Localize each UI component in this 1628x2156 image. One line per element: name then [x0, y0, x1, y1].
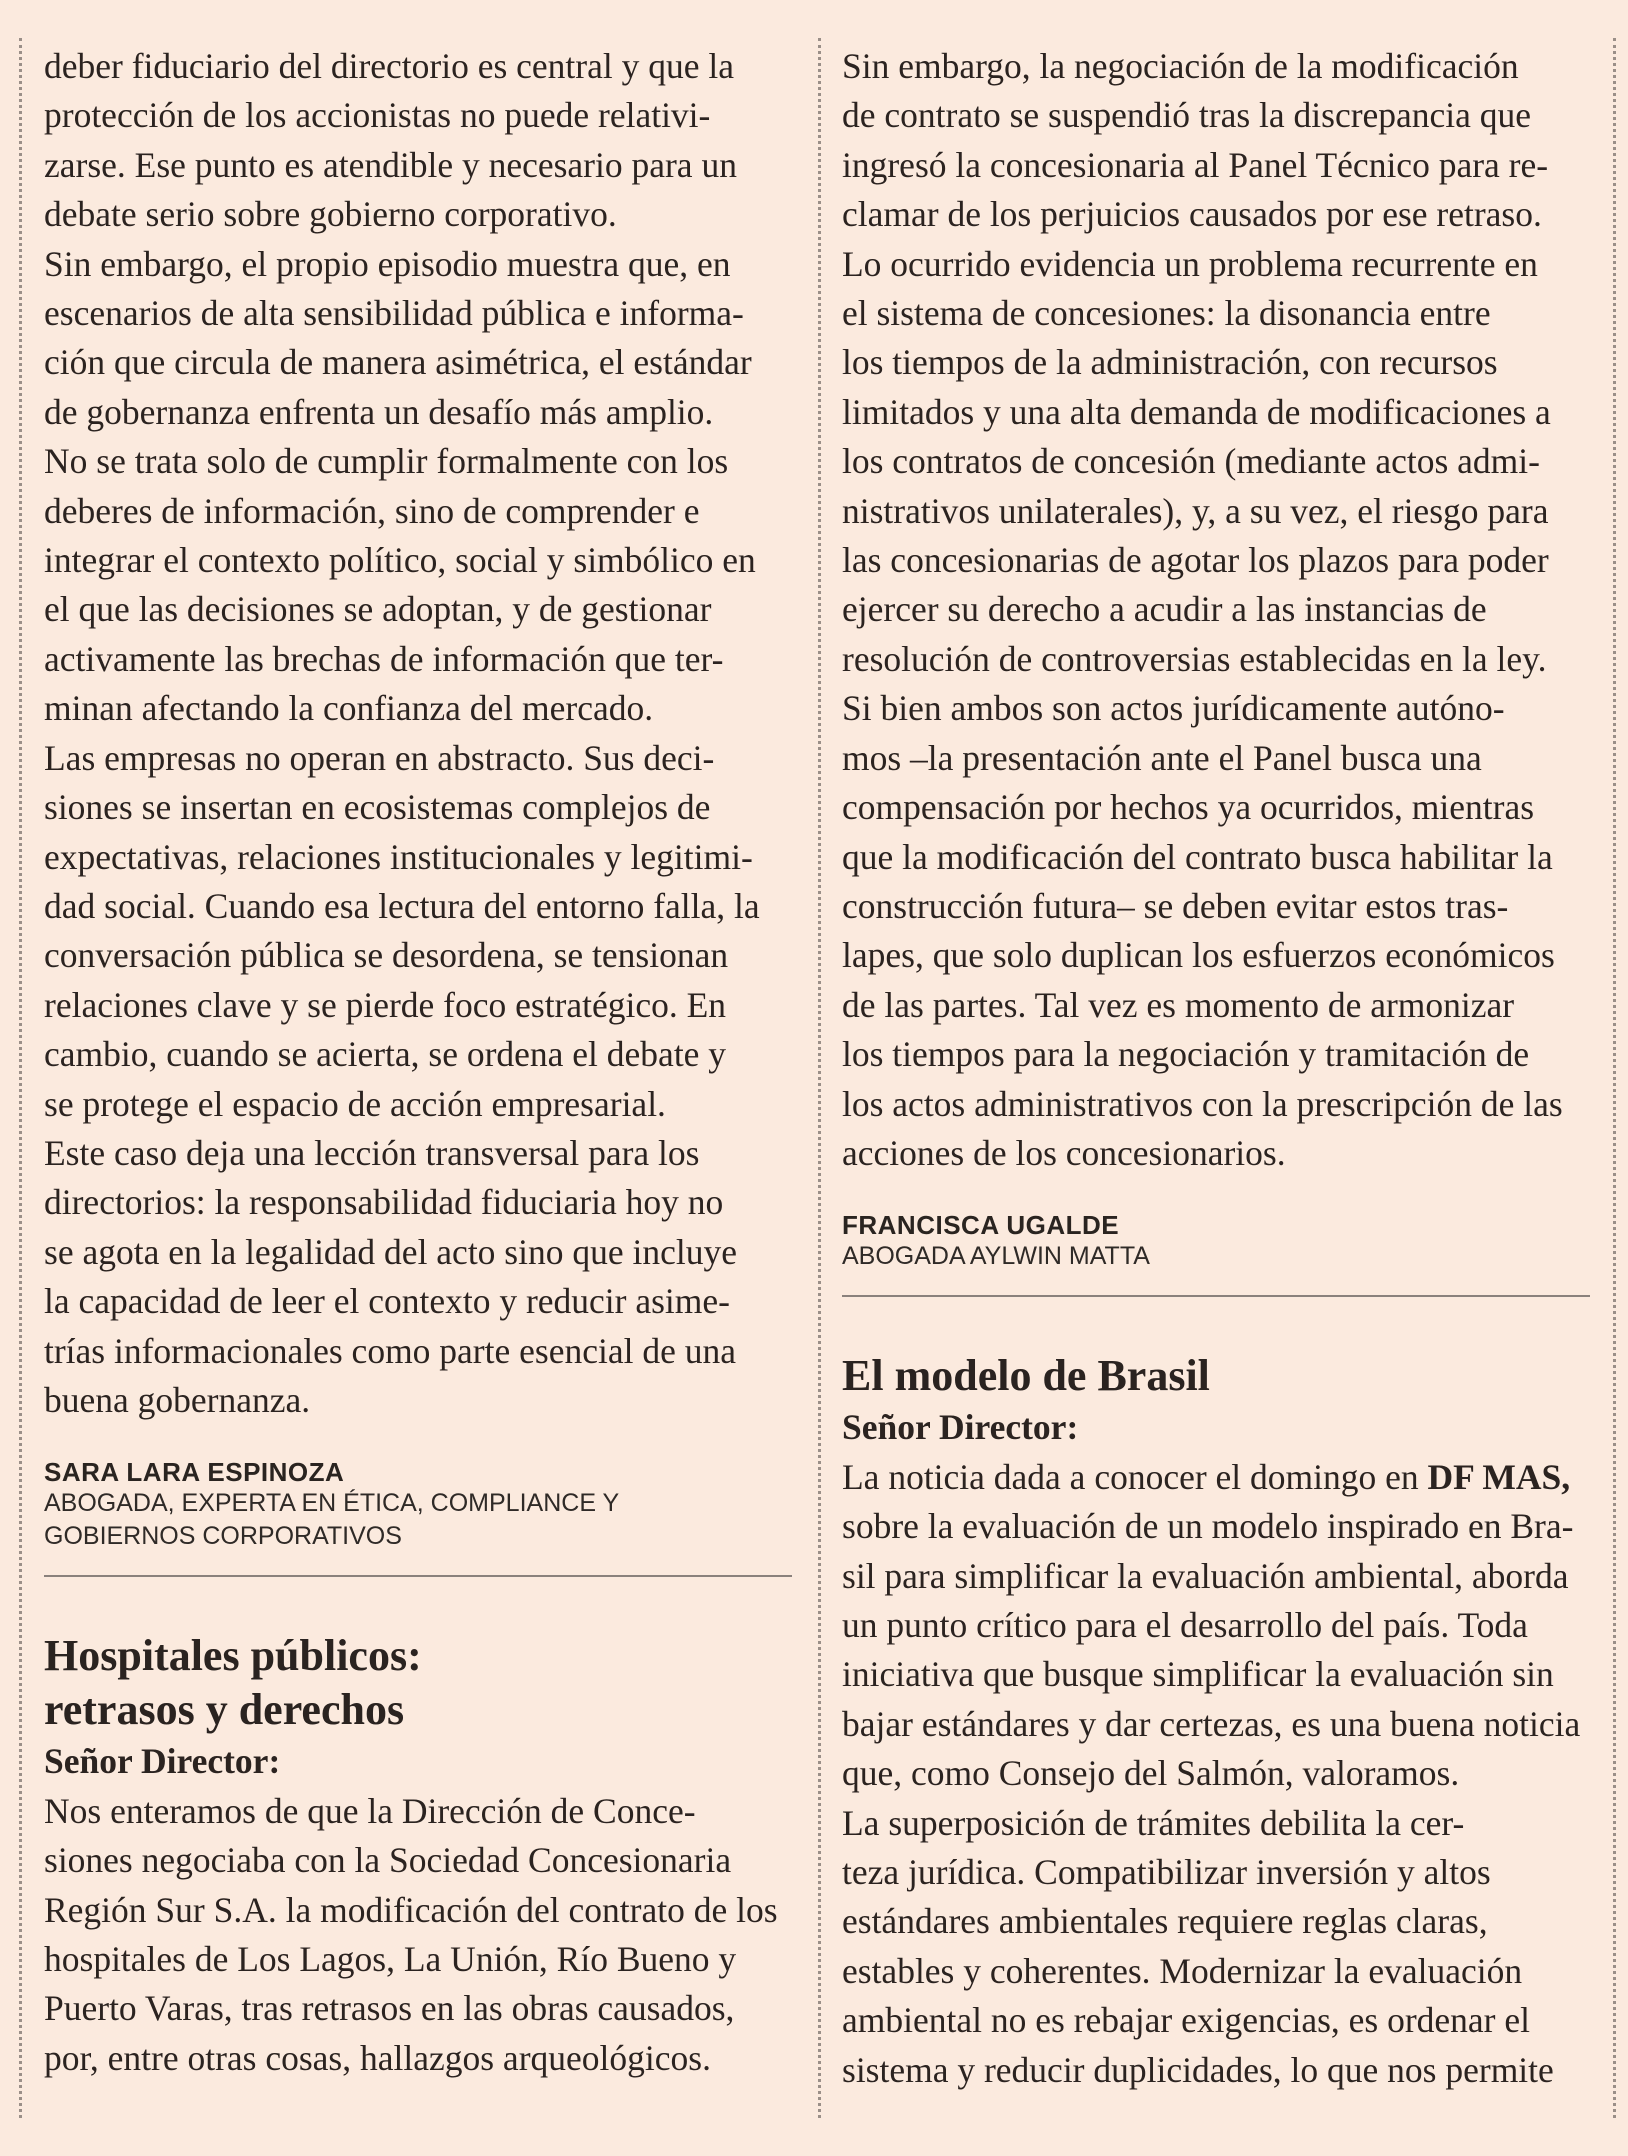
text-line: las concesionarias de agotar los plazos para poder [842, 540, 1549, 581]
text-line: buena gobernanza. [44, 1379, 311, 1420]
letter-3-headline: El modelo de Brasil [842, 1351, 1210, 1401]
text-fragment: La noticia dada a conocer el domingo en [842, 1456, 1428, 1497]
signature-sara-lara [44, 1457, 792, 1553]
text-line: de contrato se suspendió tras la discrepancia que [842, 95, 1532, 136]
publication-name: DF MAS, [1427, 1456, 1571, 1497]
text-line: siones se insertan en ecosistemas complejos de [44, 787, 711, 828]
text-line: limitados y una alta demanda de modificaciones a [842, 391, 1551, 432]
text-line: los contratos de concesión (mediante actos admi- [842, 441, 1540, 482]
text-line [842, 1453, 1590, 1502]
text-line: compensación por hechos ya ocurridos, mientras [842, 787, 1535, 828]
text-line: protección de los accionistas no puede relativi- [44, 95, 711, 136]
text-line: No se trata solo de cumplir formalmente con los [44, 441, 729, 482]
left-column [44, 42, 792, 2083]
author-role: ABOGADA, EXPERTA EN ÉTICA, COMPLIANCE Y [44, 1489, 620, 1518]
text-line: los tiempos para la negociación y tramitación de [842, 1034, 1530, 1075]
text-line: integrar el contexto político, social y simbólico en [44, 540, 756, 581]
text-line: Sin embargo, la negociación de la modificación [842, 46, 1519, 86]
text-line: Si bien ambos son actos jurídicamente autóno- [842, 688, 1505, 729]
text-line: sistema y reducir duplicidades, lo que nos permite [842, 2049, 1554, 2090]
text-line: construcción futura– se deben evitar estos tras- [842, 885, 1509, 926]
author-role: ABOGADA AYLWIN MATTA [842, 1242, 1150, 1271]
text-line: que la modificación del contrato busca habilitar la [842, 836, 1553, 877]
text-line: ambiental no es rebajar exigencias, es ordenar el [842, 2000, 1530, 2041]
text-line: acciones de los concesionarios. [842, 1132, 1286, 1173]
signature-francisca-ugalde [842, 1210, 1590, 1273]
text-line: que, como Consejo del Salmón, valoramos. [842, 1753, 1460, 1794]
text-line: clamar de los perjuicios causados por ese retraso. [842, 194, 1542, 235]
text-line: se protege el espacio de acción empresarial. [44, 1083, 666, 1124]
text-line: Las empresas no operan en abstracto. Sus deci- [44, 737, 715, 778]
text-line: activamente las brechas de información que ter- [44, 638, 724, 679]
text-line: relaciones clave y se pierde foco estratégico. En [44, 984, 727, 1025]
text-line: sil para simplificar la evaluación ambiental, aborda [842, 1555, 1569, 1596]
text-line: conversación pública se desordena, se tensionan [44, 935, 729, 976]
text-line: resolución de controversias establecidas en la ley. [842, 638, 1547, 679]
right-column [842, 42, 1590, 2095]
text-line: Nos enteramos de que la Dirección de Conce- [44, 1790, 696, 1831]
text-line: iniciativa que busque simplificar la evaluación sin [842, 1654, 1554, 1695]
text-line: bajar estándares y dar certezas, es una buena noticia [842, 1703, 1581, 1744]
text-line: el que las decisiones se adoptan, y de gestionar [44, 589, 712, 630]
headline-line: retrasos y derechos [44, 1685, 405, 1735]
text-line: se agota en la legalidad del acto sino que incluye [44, 1231, 737, 1272]
author-name: FRANCISCA UGALDE [842, 1210, 1120, 1241]
text-line: dad social. Cuando esa lectura del entorno falla, la [44, 885, 760, 926]
text-line: siones negociaba con la Sociedad Concesionaria [44, 1840, 732, 1881]
text-line: hospitales de Los Lagos, La Unión, Río Bueno y [44, 1939, 737, 1979]
text-line: expectativas, relaciones institucionales y legitimi- [44, 836, 753, 877]
text-line: trías informacionales como parte esencial de una [44, 1330, 736, 1371]
letter-3-body [842, 1453, 1590, 2095]
text-line: por, entre otras cosas, hallazgos arqueológicos. [44, 2037, 711, 2078]
text-line: directorios: la responsabilidad fiduciaria hoy no [44, 1182, 724, 1223]
text-line: debate serio sobre gobierno corporativo. [44, 194, 617, 235]
letter-2-headline [44, 1629, 792, 1737]
text-line: deber fiduciario del directorio es central y que la [44, 46, 734, 86]
text-line: Lo ocurrido evidencia un problema recurrente en [842, 243, 1538, 284]
text-line: cambio, cuando se acierta, se ordena el debate y [44, 1034, 727, 1075]
text-line: los tiempos de la administración, con recursos [842, 342, 1498, 383]
text-line: ejercer su derecho a acudir a las instancias de [842, 589, 1487, 630]
section-divider [44, 1575, 792, 1577]
text-line: zarse. Ese punto es atendible y necesario para un [44, 144, 737, 185]
text-line: Región Sur S.A. la modificación del contrato de los [44, 1889, 778, 1930]
text-line: estándares ambientales requiere reglas claras, [842, 1901, 1488, 1942]
headline-line: Hospitales públicos: [44, 1631, 422, 1681]
text-line: la capacidad de leer el contexto y reducir asime- [44, 1281, 730, 1322]
text-line: La superposición de trámites debilita la cer- [842, 1802, 1465, 1843]
text-line: ingresó la concesionaria al Panel Técnico para re- [842, 144, 1549, 185]
center-dotted-divider [818, 38, 821, 2118]
text-line: nistrativos unilaterales), y, a su vez, el riesgo para [842, 490, 1549, 531]
text-line: un punto crítico para el desarrollo del país. Toda [842, 1604, 1528, 1645]
salutation: Señor Director: [44, 1741, 281, 1782]
text-line: minan afectando la confianza del mercado. [44, 688, 654, 729]
text-line: Sin embargo, el propio episodio muestra que, en [44, 243, 731, 284]
text-line: el sistema de concesiones: la disonancia entre [842, 293, 1491, 334]
text-line: mos –la presentación ante el Panel busca una [842, 737, 1482, 778]
author-role: GOBIERNOS CORPORATIVOS [44, 1522, 402, 1551]
text-line: deberes de información, sino de comprender e [44, 490, 700, 531]
text-line: escenarios de alta sensibilidad pública e informa- [44, 293, 744, 334]
text-line: sobre la evaluación de un modelo inspirado en Bra- [842, 1506, 1574, 1547]
left-dotted-border [19, 38, 22, 2118]
text-line: de gobernanza enfrenta un desafío más amplio. [44, 391, 714, 432]
letter-2-continuation [842, 42, 1590, 1178]
letter-1-continuation [44, 42, 792, 1425]
text-line: estables y coherentes. Modernizar la evaluación [842, 1950, 1523, 1991]
text-line: Este caso deja una lección transversal para los [44, 1132, 700, 1173]
salutation: Señor Director: [842, 1407, 1079, 1448]
text-line: de las partes. Tal vez es momento de armonizar [842, 984, 1515, 1025]
text-line: teza jurídica. Compatibilizar inversión y altos [842, 1852, 1491, 1892]
section-divider [842, 1295, 1590, 1297]
text-line: ción que circula de manera asimétrica, el estándar [44, 342, 752, 383]
right-dotted-border [1613, 38, 1616, 2118]
text-line: lapes, que solo duplican los esfuerzos económicos [842, 935, 1555, 976]
text-line: los actos administrativos con la prescripción de las [842, 1083, 1563, 1124]
text-line: Puerto Varas, tras retrasos en las obras causados, [44, 1988, 735, 2029]
author-name: SARA LARA ESPINOZA [44, 1457, 345, 1488]
letter-2-body [44, 1787, 792, 2083]
